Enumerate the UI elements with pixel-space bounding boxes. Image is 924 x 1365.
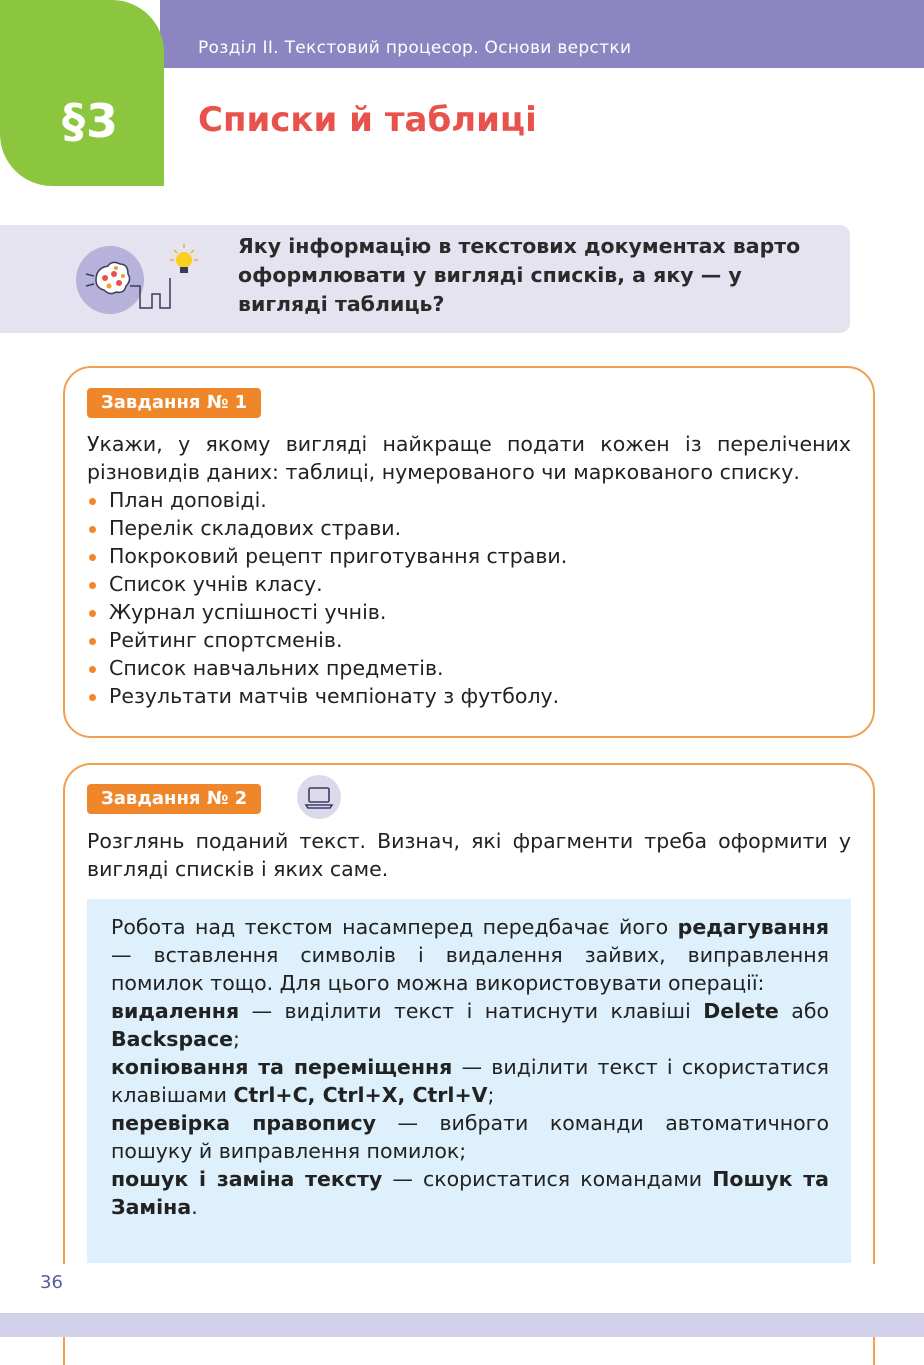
task-2-intro: Розглянь поданий текст. Визнач, які фрагменти треба оформити у вигляді списків і яких саме.: [87, 829, 851, 881]
page-title: Списки й таблиці: [198, 100, 537, 140]
task-1-intro: Укажи, у якому вигляді найкраще подати кожен із перелічених різновидів даних: таблиці, нумерованого чи маркованого списку.: [87, 432, 851, 484]
list-item: Рейтинг спортсменів.: [87, 626, 567, 654]
sample-text: Робота над текстом насамперед передбачає його редагування — вставлення символів і видалення зайвих, виправлення помилок тощо. Для цього можна використовувати операції: видалення — виділити текст і натиснути клавіші Delete або Backspace; копіювання та переміщення — виділити текст і скористатися клавішами Ctrl+C, Ctrl+X, Ctrl+V; перевірка правопису — вибрати команди автоматичного пошуку й виправлення помилок; пошук і заміна тексту — скористатися командами Пошук та Заміна.: [111, 915, 829, 1219]
sample-text-panel: [87, 899, 851, 1263]
task-1-box: [63, 366, 875, 738]
section-tab: [0, 0, 164, 186]
task-1-badge: Завдання № 1: [87, 388, 261, 418]
page-number: 36: [40, 1272, 63, 1293]
list-item: Список учнів класу.: [87, 570, 567, 598]
list-item: План доповіді.: [87, 486, 567, 514]
question-text: Яку інформацію в текстових документах варто оформлювати у вигляді списків, а яку — у вигляді таблиць?: [238, 234, 801, 316]
list-item: Покроковий рецепт приготування страви.: [87, 542, 567, 570]
list-item: Журнал успішності учнів.: [87, 598, 567, 626]
laptop-icon: [297, 775, 341, 819]
list-item: Список навчальних предметів.: [87, 654, 567, 682]
list-item: Перелік складових страви.: [87, 514, 567, 542]
list-item: Результати матчів чемпіонату з футболу.: [87, 682, 567, 710]
task-2-badge: Завдання № 2: [87, 784, 261, 814]
chapter-title: Розділ ІІ. Текстовий процесор. Основи верстки: [198, 38, 632, 58]
page-bottom-margin: [0, 1264, 924, 1313]
section-number: §3: [62, 94, 120, 148]
task-1-list: [87, 486, 567, 710]
footer-bar: [0, 1313, 924, 1337]
brain-lightbulb-icon: [72, 238, 212, 322]
